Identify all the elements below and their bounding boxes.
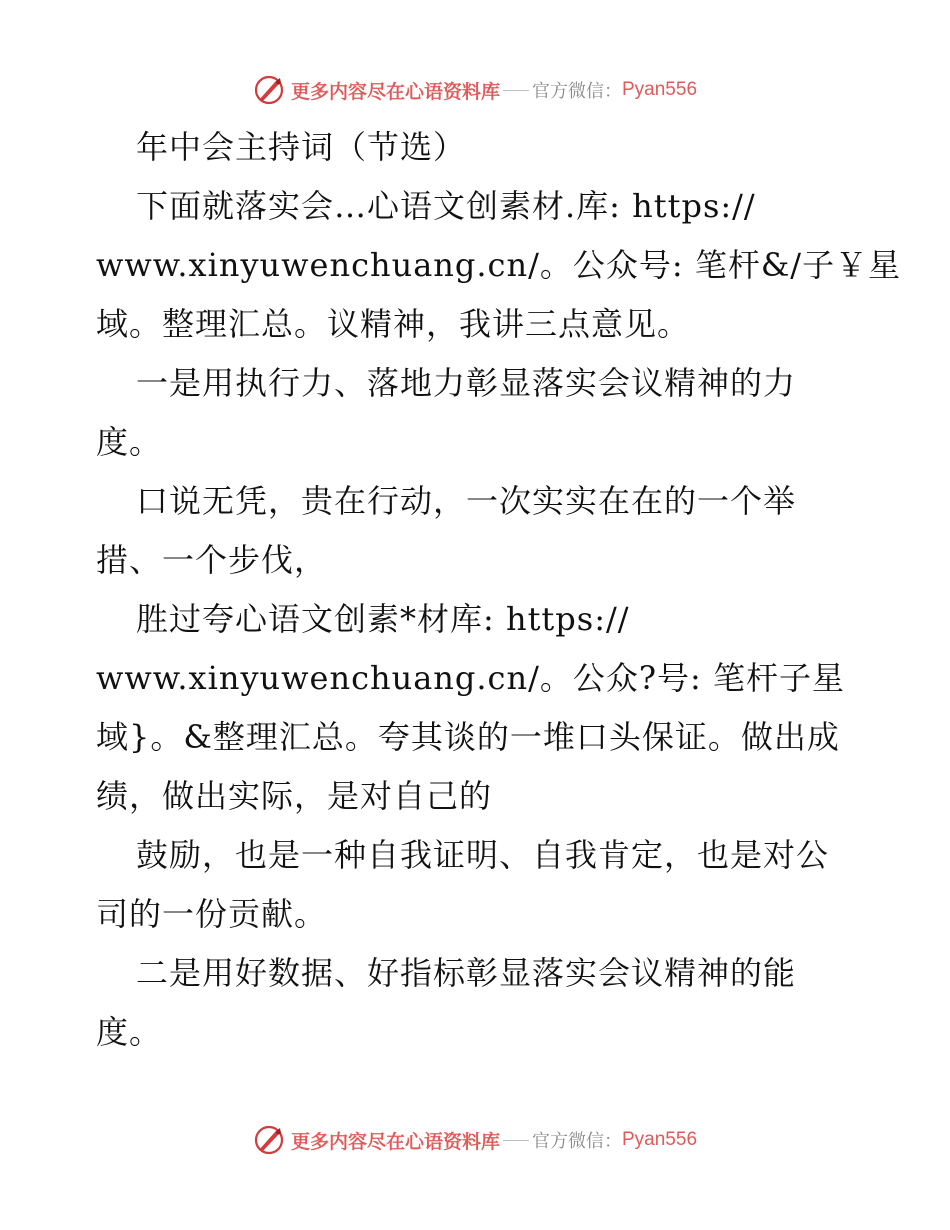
quill-pen-logo-icon [253,1124,285,1156]
banner-divider [503,90,529,91]
paragraph-line: 度。 [96,423,163,461]
paragraph-line: 鼓励，也是一种自我证明、自我肯定，也是对公 [136,836,830,874]
paragraph-line: 胜过夸心语文创素*材库: https:// [136,600,630,638]
paragraph-line: www.xinyuwenchuang.cn/。公众号: 笔杆&/子￥星 [96,246,902,284]
footer-watermark-banner [0,1122,950,1158]
paragraph-line: 二是用好数据、好指标彰显落实会议精神的能 [136,954,797,992]
banner-divider [503,1140,529,1141]
banner-wechat-label: 官方微信： [532,1131,622,1152]
header-watermark-banner [0,72,950,108]
banner-brand-text: 更多内容尽在心语资料库 [290,80,500,103]
paragraph-line: 一是用执行力、落地力彰显落实会议精神的力 [136,364,797,402]
banner-wechat-label: 官方微信： [532,81,622,102]
quill-pen-logo-icon [253,74,285,106]
paragraph-line: 司的一份贡献。 [96,895,328,933]
paragraph-line: 下面就落实会…心语文创素材.库: https:// [136,187,756,225]
paragraph-line: 度。 [96,1013,163,1051]
paragraph-line: 绩，做出实际，是对自己的 [96,777,493,815]
paragraph-line: 域。整理汇总。议精神，我讲三点意见。 [96,305,691,343]
banner-wechat-handle: Pyan556 [622,79,698,100]
banner-wechat-handle: Pyan556 [622,1129,698,1150]
paragraph-line: 域}。&整理汇总。夸其谈的一堆口头保证。做出成 [96,718,840,756]
banner-brand-text: 更多内容尽在心语资料库 [290,1130,500,1153]
paragraph-line: www.xinyuwenchuang.cn/。公众?号: 笔杆子星 [96,659,845,697]
paragraph-line: 措、一个步伐， [96,541,328,579]
paragraph-line: 口说无凭，贵在行动，一次实实在在的一个举 [136,482,797,520]
document-title: 年中会主持词（节选） [136,128,467,166]
document-body [96,118,902,1062]
